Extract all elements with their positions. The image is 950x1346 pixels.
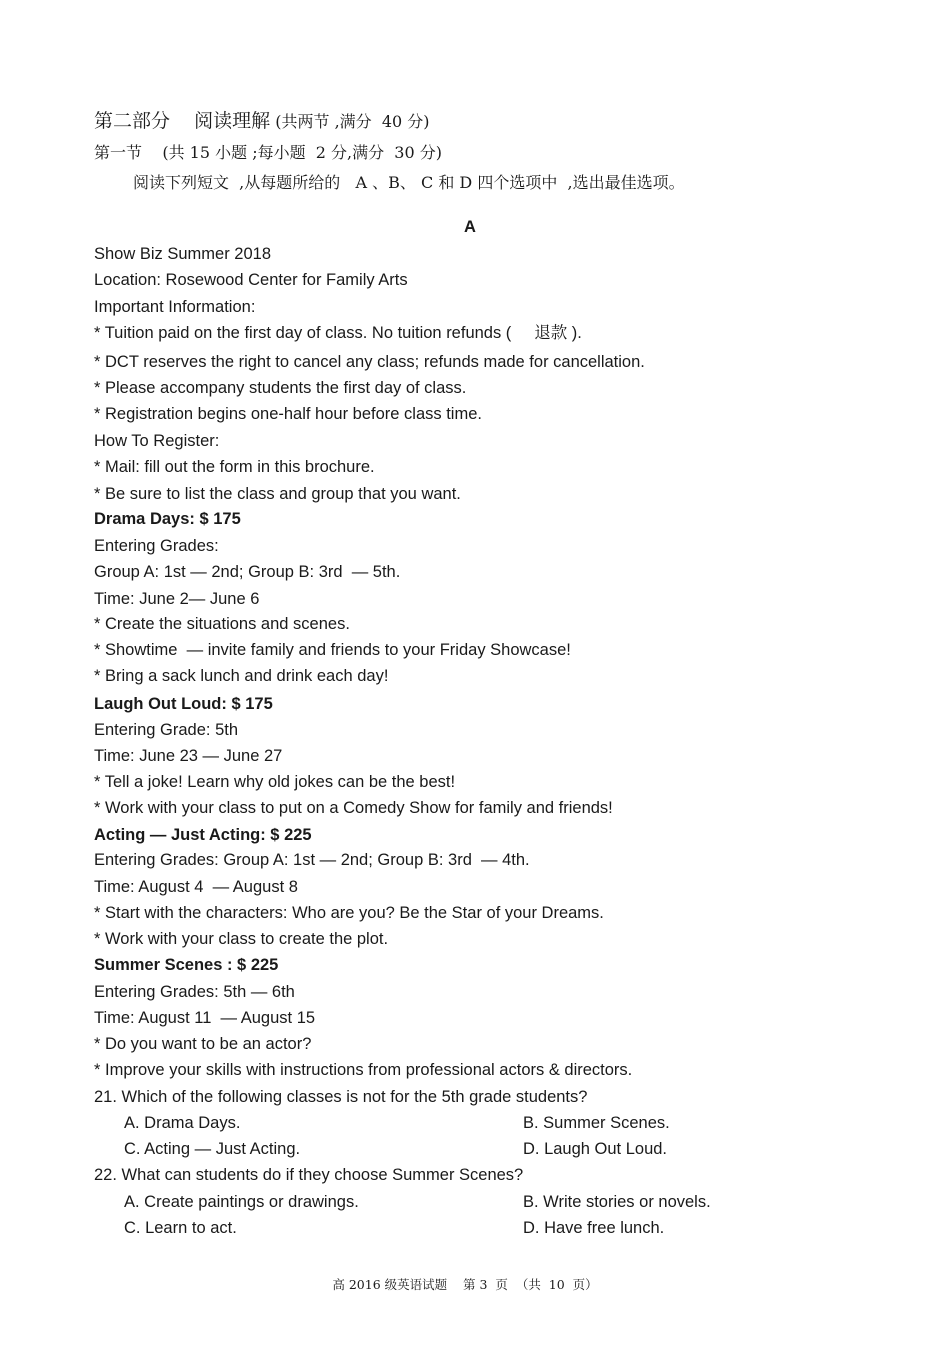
passage-line: * Mail: fill out the form in this brochure.: [94, 458, 375, 476]
question-22-option-d: D. Have free lunch.: [523, 1219, 665, 1237]
passage-line: Entering Grades: Group A: 1st — 2nd; Group B: 3rd — 4th.: [94, 851, 530, 869]
passage-line: * Please accompany students the first day of class.: [94, 379, 467, 397]
passage-line: * Tell a joke! Learn why old jokes can be the best!: [94, 773, 456, 791]
passage-line: * Bring a sack lunch and drink each day!: [94, 667, 389, 685]
page-footer: 高 2016 级英语试题 第 3 页 （共 10 页）: [332, 1277, 598, 1292]
passage-line: Time: June 2— June 6: [94, 590, 260, 608]
passage-line: * DCT reserves the right to cancel any class; refunds made for cancellation.: [94, 353, 645, 371]
passage-line: * Work with your class to create the plot.: [94, 930, 389, 948]
question-22-stem: 22. What can students do if they choose Summer Scenes?: [94, 1166, 524, 1184]
passage-line: How To Register:: [94, 432, 220, 450]
passage-line: * Improve your skills with instructions from professional actors & directors.: [94, 1061, 633, 1079]
passage-line: Entering Grade: 5th: [94, 721, 239, 739]
passage-line: * Create the situations and scenes.: [94, 615, 350, 633]
class-heading-laugh-out-loud: Laugh Out Loud: $ 175: [94, 695, 273, 713]
passage-line: Time: August 4 — August 8: [94, 878, 298, 896]
question-21-option-c: C. Acting — Just Acting.: [124, 1140, 301, 1158]
passage-label: A: [464, 218, 476, 236]
passage-line: * Tuition paid on the first day of class. No tuition refunds ( 退款 ).: [94, 324, 582, 342]
question-21-option-d: D. Laugh Out Loud.: [523, 1140, 668, 1158]
passage-line: Time: August 11 — August 15: [94, 1009, 316, 1027]
passage-line: Time: June 23 — June 27: [94, 747, 283, 765]
question-21-option-b: B. Summer Scenes.: [523, 1114, 670, 1132]
passage-line: * Do you want to be an actor?: [94, 1035, 312, 1053]
passage-line: Entering Grades: 5th — 6th: [94, 983, 295, 1001]
class-heading-drama-days: Drama Days: $ 175: [94, 510, 241, 528]
part-score: (共两节 ,满分 40 分): [270, 112, 430, 131]
class-heading-acting: Acting — Just Acting: $ 225: [94, 826, 312, 844]
passage-line: Location: Rosewood Center for Family Arts: [94, 271, 408, 289]
passage-line: * Registration begins one-half hour before class time.: [94, 405, 482, 423]
passage-line: Group A: 1st — 2nd; Group B: 3rd — 5th.: [94, 563, 401, 581]
section-title: 第一节 (共 15 小题 ;每小题 2 分,满分 30 分): [94, 143, 442, 162]
question-22-option-a: A. Create paintings or drawings.: [124, 1193, 359, 1211]
instructions: 阅读下列短文 ,从每题所给的 A 、B、 C 和 D 四个选项中 ,选出最佳选项。: [133, 173, 685, 192]
part-title: [94, 111, 430, 132]
question-21-option-a: A. Drama Days.: [124, 1114, 241, 1132]
passage-line: * Start with the characters: Who are you? Be the Star of your Dreams.: [94, 904, 604, 922]
passage-line: Important Information:: [94, 298, 256, 316]
question-21-stem: 21. Which of the following classes is not for the 5th grade students?: [94, 1088, 588, 1106]
passage-line: Entering Grades:: [94, 537, 219, 555]
passage-line: Show Biz Summer 2018: [94, 245, 271, 263]
class-heading-summer-scenes: Summer Scenes : $ 225: [94, 956, 279, 974]
passage-line: * Be sure to list the class and group that you want.: [94, 485, 461, 503]
passage-line: * Work with your class to put on a Comedy Show for family and friends!: [94, 799, 613, 817]
passage-line: * Showtime — invite family and friends to your Friday Showcase!: [94, 641, 571, 659]
question-22-option-b: B. Write stories or novels.: [523, 1193, 711, 1211]
part-title-text: 第二部分 阅读理解: [94, 110, 271, 132]
question-22-option-c: C. Learn to act.: [124, 1219, 237, 1237]
